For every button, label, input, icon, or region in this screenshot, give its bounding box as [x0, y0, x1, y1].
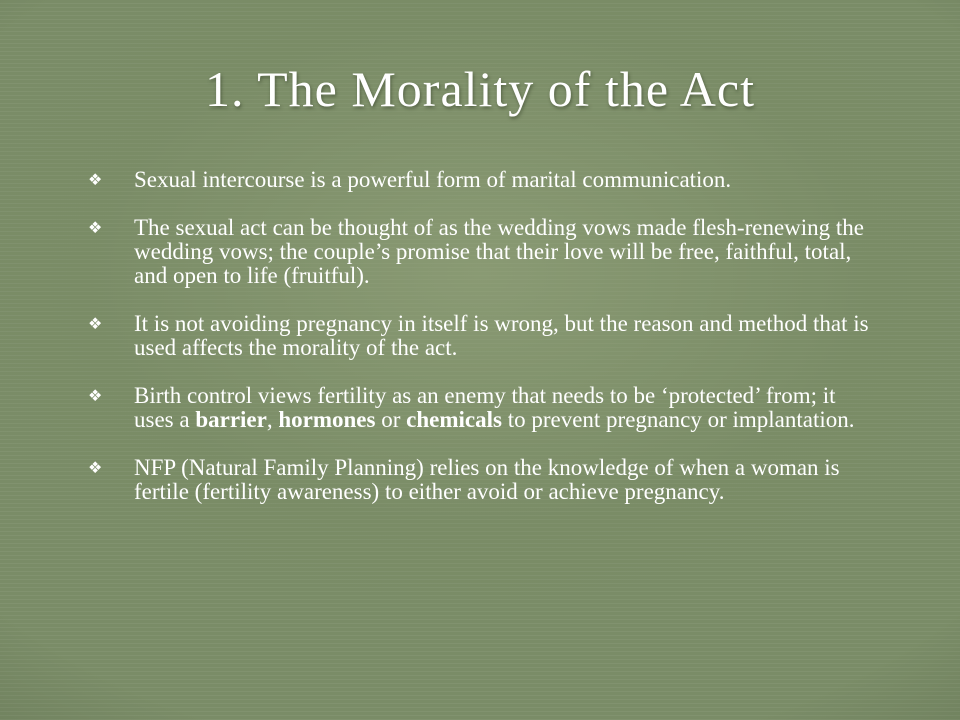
bullet-text-segment: to prevent pregnancy or implantation.: [501, 407, 855, 432]
bullet-item: [88, 456, 878, 504]
bold-term-hormones: hormones: [278, 407, 376, 432]
bullet-list: [88, 168, 878, 528]
slide-title: 1. The Morality of the Act: [205, 61, 755, 117]
bullet-text: NFP (Natural Family Planning) relies on the knowledge of when a woman is fertile (fertility awareness) to either avoid or achieve pregnancy.: [134, 455, 840, 504]
four-petal-diamond-bullet-icon: ❖: [88, 170, 103, 189]
bullet-text: It is not avoiding pregnancy in itself is wrong, but the reason and method that is used affects the morality of the act.: [134, 311, 869, 360]
bullet-text-segment: or: [375, 407, 407, 432]
four-petal-diamond-bullet-icon: ❖: [88, 218, 103, 237]
bullet-text-segment: ,: [266, 407, 279, 432]
bullet-text: [134, 384, 878, 432]
four-petal-diamond-bullet-icon: ❖: [88, 458, 103, 477]
four-petal-diamond-bullet-icon: ❖: [88, 386, 103, 405]
bullet-text: Sexual intercourse is a powerful form of marital communication.: [134, 167, 732, 192]
bullet-item: [88, 384, 878, 432]
bullet-item: [88, 312, 878, 360]
bullet-item: [88, 168, 878, 192]
bullet-text-segment: Birth control views fertility as an enemy that needs to be ‘protected’ from; it uses a: [134, 383, 836, 432]
bold-term-barrier: barrier: [195, 407, 267, 432]
bullet-text: The sexual act can be thought of as the wedding vows made flesh-renewing the wedding vows; the couple’s promise that their love will be free, faithful, total, and open to life (fruitful).: [134, 215, 865, 288]
bold-term-chemicals: chemicals: [406, 407, 502, 432]
bullet-item: [88, 216, 878, 288]
four-petal-diamond-bullet-icon: ❖: [88, 314, 103, 333]
